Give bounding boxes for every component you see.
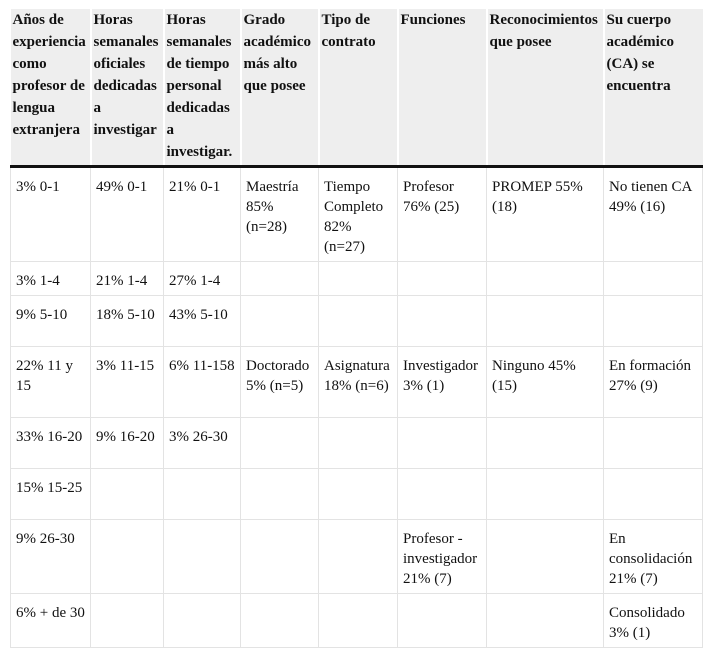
table-cell: Tiempo Completo 82% (n=27) [319, 167, 398, 262]
table-cell: Investigador 3% (1) [398, 347, 487, 418]
table-cell [398, 469, 487, 520]
table-cell [319, 262, 398, 296]
header-experience: Años de experiencia como profesor de lengua extranjera [11, 9, 91, 167]
table-cell [91, 594, 164, 648]
table-cell [164, 469, 241, 520]
table-cell [241, 594, 319, 648]
header-personal-hours: Horas semanales de tiempo personal dedicadas a investigar. [164, 9, 241, 167]
table-cell [487, 594, 604, 648]
table-cell: 9% 26-30 [11, 520, 91, 594]
header-academic-body: Su cuerpo académico (CA) se encuentra [604, 9, 703, 167]
table-cell: 9% 16-20 [91, 418, 164, 469]
table-cell: 21% 0-1 [164, 167, 241, 262]
table-cell: Doctorado 5% (n=5) [241, 347, 319, 418]
table-cell [241, 520, 319, 594]
table-cell: 49% 0-1 [91, 167, 164, 262]
table-row [11, 418, 703, 469]
table-cell [487, 469, 604, 520]
table-cell [398, 418, 487, 469]
table-cell [319, 418, 398, 469]
table-row [11, 594, 703, 648]
table-row [11, 469, 703, 520]
table-cell: 6% + de 30 [11, 594, 91, 648]
table-row [11, 167, 703, 262]
table-cell: 6% 11-158 [164, 347, 241, 418]
table-cell [319, 520, 398, 594]
header-recognitions: Reconocimientos que posee [487, 9, 604, 167]
table-cell: 18% 5-10 [91, 296, 164, 347]
table-cell: En formación 27% (9) [604, 347, 703, 418]
table-cell: 27% 1-4 [164, 262, 241, 296]
header-degree: Grado académico más alto que posee [241, 9, 319, 167]
table-cell [487, 296, 604, 347]
table-cell: Consolidado 3% (1) [604, 594, 703, 648]
table-cell: Maestría 85% (n=28) [241, 167, 319, 262]
table-cell [319, 594, 398, 648]
table-cell [241, 296, 319, 347]
table-cell [241, 418, 319, 469]
table-cell [91, 469, 164, 520]
table-cell [604, 469, 703, 520]
table-cell [487, 520, 604, 594]
table-cell: En consolidación 21% (7) [604, 520, 703, 594]
table-cell [487, 418, 604, 469]
table-row [11, 347, 703, 418]
table-cell [604, 296, 703, 347]
table-cell: Ninguno 45% (15) [487, 347, 604, 418]
table-cell [398, 296, 487, 347]
table-cell [398, 262, 487, 296]
table-row [11, 296, 703, 347]
header-official-hours: Horas semanales oficiales dedicadas a investigar [91, 9, 164, 167]
table-cell: Profesor - investigador 21% (7) [398, 520, 487, 594]
table-cell [319, 296, 398, 347]
table-cell [604, 418, 703, 469]
table-cell [241, 469, 319, 520]
table-cell [164, 594, 241, 648]
table-cell: 21% 1-4 [91, 262, 164, 296]
table-cell: 3% 1-4 [11, 262, 91, 296]
table-cell [241, 262, 319, 296]
table-cell: 9% 5-10 [11, 296, 91, 347]
table-cell: 3% 0-1 [11, 167, 91, 262]
table-cell: PROMEP 55% (18) [487, 167, 604, 262]
header-row [11, 9, 703, 167]
table-cell [487, 262, 604, 296]
table-cell [91, 520, 164, 594]
table-cell [164, 520, 241, 594]
table-cell: 43% 5-10 [164, 296, 241, 347]
table-row [11, 262, 703, 296]
table-cell: No tienen CA 49% (16) [604, 167, 703, 262]
table-row [11, 520, 703, 594]
header-functions: Funciones [398, 9, 487, 167]
table-cell [604, 262, 703, 296]
table-cell: 3% 26-30 [164, 418, 241, 469]
table-cell: 3% 11-15 [91, 347, 164, 418]
survey-results-table [10, 9, 703, 648]
header-contract: Tipo de contrato [319, 9, 398, 167]
table-cell: 22% 11 y 15 [11, 347, 91, 418]
table-cell: Asignatura 18% (n=6) [319, 347, 398, 418]
table-container [10, 9, 702, 648]
table-cell [319, 469, 398, 520]
table-cell: 15% 15-25 [11, 469, 91, 520]
table-cell: 33% 16-20 [11, 418, 91, 469]
table-cell [398, 594, 487, 648]
table-cell: Profesor 76% (25) [398, 167, 487, 262]
